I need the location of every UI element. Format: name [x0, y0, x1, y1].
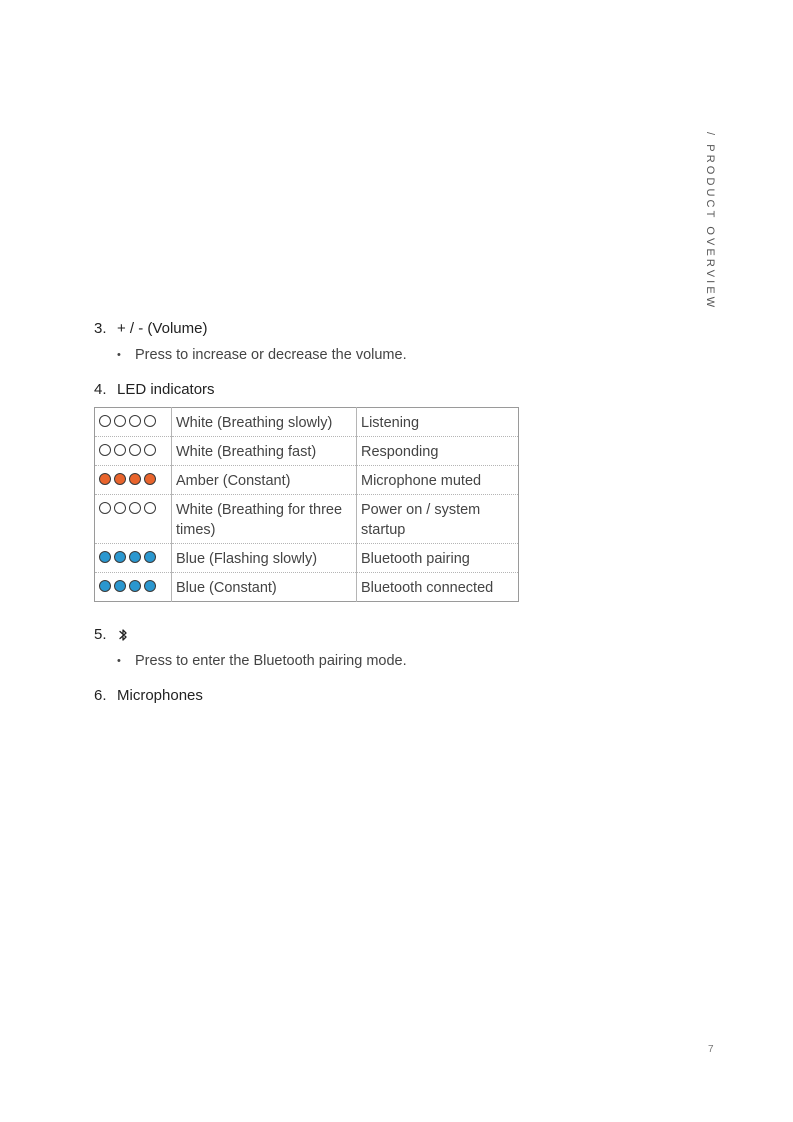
led-white-dot-icon — [114, 502, 126, 514]
bluetooth-icon — [118, 628, 128, 642]
led-white-dot-icon — [144, 415, 156, 427]
led-color-state-cell: Blue (Constant) — [172, 573, 357, 602]
led-dots — [99, 413, 167, 427]
led-meaning-cell: Power on / system startup — [357, 495, 519, 544]
led-pattern-cell — [95, 466, 172, 495]
led-indicator-table — [94, 407, 519, 602]
led-pattern-cell — [95, 544, 172, 573]
section-side-label: / PRODUCT OVERVIEW — [704, 132, 716, 311]
led-white-dot-icon — [129, 444, 141, 456]
section-number: 3. — [94, 320, 107, 337]
led-blue-dot-icon — [144, 551, 156, 563]
led-amber-dot-icon — [99, 473, 111, 485]
bullet-text: Press to enter the Bluetooth pairing mode. — [135, 653, 407, 669]
led-white-dot-icon — [99, 415, 111, 427]
led-pattern-cell — [95, 495, 172, 544]
led-white-dot-icon — [144, 502, 156, 514]
led-meaning-cell: Bluetooth connected — [361, 580, 494, 596]
section-bluetooth-heading — [94, 624, 654, 646]
led-amber-dot-icon — [144, 473, 156, 485]
led-table-row — [95, 437, 519, 466]
led-pattern-cell — [95, 573, 172, 602]
led-blue-dot-icon — [99, 551, 111, 563]
led-white-dot-icon — [114, 415, 126, 427]
led-color-state-cell: White (Breathing fast) — [172, 437, 357, 466]
section-title: LED indicators — [117, 381, 215, 398]
led-white-dot-icon — [114, 444, 126, 456]
led-blue-dot-icon — [114, 580, 126, 592]
led-white-dot-icon — [99, 444, 111, 456]
led-table-row — [95, 544, 519, 573]
led-dots — [99, 500, 167, 514]
section-number: 4. — [94, 381, 107, 398]
led-meaning-cell: Responding — [357, 437, 519, 466]
led-blue-dot-icon — [144, 580, 156, 592]
bullet-text: Press to increase or decrease the volume. — [135, 347, 407, 363]
led-table-row — [95, 408, 519, 437]
led-color-state-cell: White (Breathing for three times) — [172, 495, 357, 544]
led-blue-dot-icon — [129, 580, 141, 592]
bluetooth-bullet — [117, 650, 654, 672]
led-amber-dot-icon — [114, 473, 126, 485]
led-dots — [99, 442, 167, 456]
led-meaning-cell: Listening — [357, 408, 519, 437]
section-microphones-heading — [94, 685, 654, 707]
section-number: 5. — [94, 626, 107, 643]
volume-bullet — [117, 344, 654, 366]
led-white-dot-icon — [129, 502, 141, 514]
page-content — [94, 318, 654, 707]
bullet-dot-icon: • — [117, 349, 121, 361]
led-table-row — [95, 495, 519, 544]
led-meaning-cell: Microphone muted — [357, 466, 519, 495]
led-blue-dot-icon — [99, 580, 111, 592]
led-amber-dot-icon — [129, 473, 141, 485]
led-white-dot-icon — [99, 502, 111, 514]
led-color-state-cell: White (Breathing slowly) — [172, 408, 357, 437]
section-volume-heading — [94, 318, 654, 340]
led-white-dot-icon — [144, 444, 156, 456]
led-pattern-cell — [95, 437, 172, 466]
led-blue-dot-icon — [114, 551, 126, 563]
led-white-dot-icon — [129, 415, 141, 427]
led-table-row — [95, 573, 519, 602]
section-led-heading — [94, 379, 654, 401]
section-title: Microphones — [117, 687, 203, 704]
led-color-state-cell: Blue (Flashing slowly) — [172, 544, 357, 573]
section-number: 6. — [94, 687, 107, 704]
bullet-dot-icon: • — [117, 655, 121, 667]
section-title: + / - (Volume) — [117, 320, 208, 337]
led-table-row — [95, 466, 519, 495]
led-color-state-cell: Amber (Constant) — [172, 466, 357, 495]
led-meaning-cell: Bluetooth pairing — [357, 544, 519, 573]
led-dots — [99, 578, 167, 592]
led-dots — [99, 471, 167, 485]
page-number: 7 — [708, 1044, 714, 1055]
led-dots — [99, 549, 167, 563]
led-pattern-cell — [95, 408, 172, 437]
led-blue-dot-icon — [129, 551, 141, 563]
